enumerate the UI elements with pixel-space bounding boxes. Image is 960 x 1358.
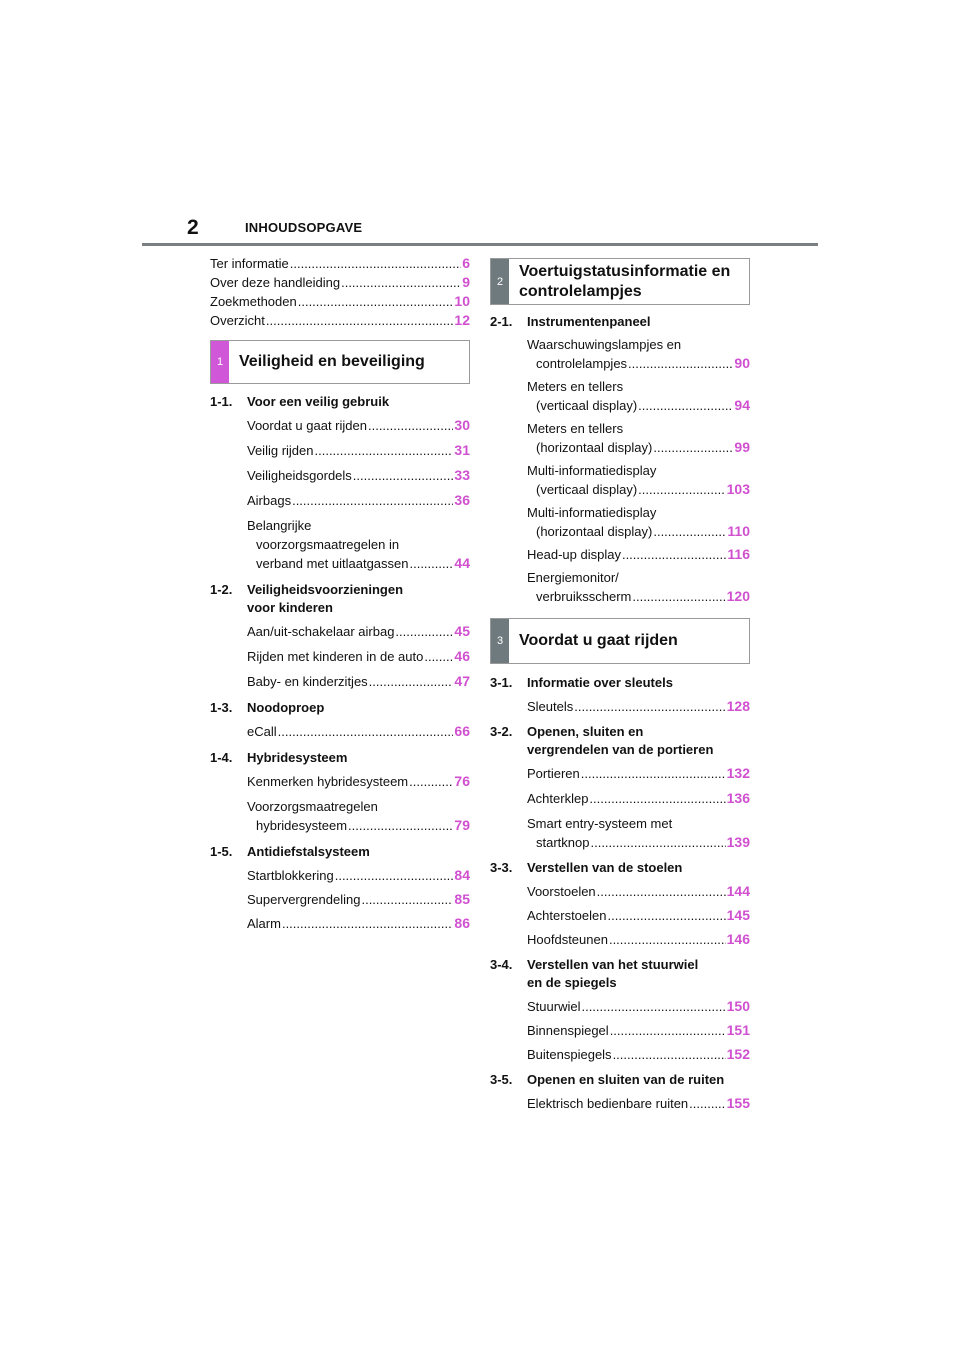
section-heading: 3-5. Openen en sluiten van de ruiten bbox=[490, 1072, 725, 1087]
toc-entry[interactable]: Achterklep ..... 136 bbox=[527, 789, 750, 808]
header-title: INHOUDSOPGAVE bbox=[245, 220, 363, 235]
toc-entry[interactable]: Alarm ..... 86 bbox=[247, 914, 470, 933]
section-heading: 2-1. Instrumentenpaneel bbox=[490, 314, 651, 329]
toc-entry[interactable]: Waarschuwingslampjes en controlelampjes ..... 90 bbox=[527, 335, 750, 373]
chapter-2-heading[interactable] bbox=[490, 258, 750, 305]
page-link[interactable]: 90 bbox=[734, 355, 750, 371]
page-link[interactable]: 116 bbox=[727, 546, 750, 562]
toc-entry[interactable]: Multi-informatiedisplay (horizontaal display) ..... 110 bbox=[527, 503, 750, 541]
section-heading: 3-4. Verstellen van het stuurwiel en de spiegels bbox=[490, 957, 699, 990]
chapter-title: Veiligheid en beveiliging bbox=[239, 353, 425, 370]
page-link[interactable]: 45 bbox=[454, 623, 470, 639]
page-link[interactable]: 85 bbox=[454, 891, 470, 907]
chapter-tab: 2 bbox=[491, 259, 509, 304]
toc-entry[interactable]: Multi-informatiedisplay (verticaal display) ..... 103 bbox=[527, 461, 750, 499]
section-heading: 1-2. Veiligheidsvoorzieningen voor kinderen bbox=[210, 582, 404, 615]
chapter-1-heading[interactable] bbox=[210, 340, 470, 384]
toc-entry[interactable]: Ter informatie ..... 6 bbox=[210, 254, 470, 273]
section-heading: 1-5. Antidiefstalsysteem bbox=[210, 844, 370, 859]
section-heading: 1-4. Hybridesysteem bbox=[210, 750, 348, 765]
page-link[interactable]: 36 bbox=[454, 492, 470, 508]
toc-entry[interactable]: Buitenspiegels ..... 152 bbox=[527, 1045, 750, 1064]
page-link[interactable]: 44 bbox=[454, 555, 470, 571]
page-link[interactable]: 46 bbox=[454, 648, 470, 664]
toc-left-column bbox=[210, 254, 470, 933]
toc-entry[interactable]: Aan/uit-schakelaar airbag ..... 45 bbox=[247, 622, 470, 641]
page-link[interactable]: 9 bbox=[462, 274, 470, 290]
toc-entry[interactable]: Veiligheidsgordels ..... 33 bbox=[247, 466, 470, 485]
toc-entry[interactable]: Voorzorgsmaatregelen hybridesysteem ..... 79 bbox=[247, 797, 470, 835]
toc-entry[interactable]: Veilig rijden ..... 31 bbox=[247, 441, 470, 460]
page-link[interactable]: 139 bbox=[726, 834, 750, 850]
page-link[interactable]: 132 bbox=[726, 765, 750, 781]
page-link[interactable]: 155 bbox=[726, 1095, 750, 1111]
toc-entry[interactable]: Supervergrendeling ..... 85 bbox=[247, 890, 470, 909]
toc-entry[interactable]: Voorstoelen ..... 144 bbox=[527, 882, 750, 901]
toc-entry[interactable]: Binnenspiegel ..... 151 bbox=[527, 1021, 750, 1040]
page-link[interactable]: 145 bbox=[726, 907, 750, 923]
page-link[interactable]: 33 bbox=[454, 467, 470, 483]
header-divider bbox=[142, 243, 818, 246]
toc-entry[interactable]: Rijden met kinderen in de auto ..... 46 bbox=[247, 647, 470, 666]
toc-entry[interactable]: Overzicht ..... 12 bbox=[210, 311, 470, 330]
toc-entry[interactable]: Portieren ..... 132 bbox=[527, 764, 750, 783]
toc-entry[interactable]: Startblokkering ..... 84 bbox=[247, 866, 470, 885]
toc-entry[interactable]: Airbags ..... 36 bbox=[247, 491, 470, 510]
toc-entry[interactable]: Zoekmethoden ..... 10 bbox=[210, 292, 470, 311]
page-link[interactable]: 86 bbox=[454, 915, 470, 931]
toc-entry[interactable]: Sleutels ..... 128 bbox=[527, 697, 750, 716]
toc-entry[interactable]: Achterstoelen ..... 145 bbox=[527, 906, 750, 925]
chapter-tab: 3 bbox=[491, 619, 509, 663]
toc-entry[interactable]: Hoofdsteunen ..... 146 bbox=[527, 930, 750, 949]
toc-entry[interactable]: eCall ..... 66 bbox=[247, 722, 470, 741]
page-link[interactable]: 103 bbox=[726, 481, 750, 497]
toc-entry[interactable]: Head-up display ..... 116 bbox=[527, 545, 750, 564]
toc-right-column bbox=[490, 258, 750, 1113]
page-link[interactable]: 146 bbox=[726, 931, 750, 947]
toc-entry[interactable]: Over deze handleiding ..... 9 bbox=[210, 273, 470, 292]
page-link[interactable]: 66 bbox=[454, 723, 470, 739]
page-link[interactable]: 30 bbox=[454, 417, 470, 433]
page-link[interactable]: 144 bbox=[726, 883, 750, 899]
chapter-title: Voordat u gaat rijden bbox=[519, 632, 678, 649]
toc-entry[interactable]: Energiemonitor/ verbruiksscherm ..... 120 bbox=[527, 568, 750, 606]
page-link[interactable]: 150 bbox=[726, 998, 750, 1014]
page-link[interactable]: 120 bbox=[726, 588, 750, 604]
page-link[interactable]: 152 bbox=[726, 1046, 750, 1062]
page-link[interactable]: 84 bbox=[454, 867, 470, 883]
page-link[interactable]: 110 bbox=[727, 523, 750, 539]
section-heading: 3-2. Openen, sluiten en vergrendelen van de portieren bbox=[490, 724, 714, 757]
section-heading: 3-1. Informatie over sleutels bbox=[490, 675, 673, 690]
page-link[interactable]: 136 bbox=[726, 790, 750, 806]
toc-entry[interactable]: Stuurwiel ..... 150 bbox=[527, 997, 750, 1016]
section-heading: 3-3. Verstellen van de stoelen bbox=[490, 860, 683, 875]
page-link[interactable]: 12 bbox=[454, 312, 470, 328]
page-link[interactable]: 6 bbox=[462, 255, 470, 271]
page-link[interactable]: 94 bbox=[734, 397, 750, 413]
toc-entry[interactable]: Voordat u gaat rijden ..... 30 bbox=[247, 416, 470, 435]
page-link[interactable]: 151 bbox=[726, 1022, 750, 1038]
page-link[interactable]: 128 bbox=[726, 698, 750, 714]
chapter-title: Voertuigstatusinformatie en controlelampjes bbox=[519, 262, 731, 300]
section-heading: 1-1. Voor een veilig gebruik bbox=[210, 394, 390, 409]
chapter-tab: 1 bbox=[211, 341, 229, 383]
page-link[interactable]: 31 bbox=[454, 442, 470, 458]
page-link[interactable]: 79 bbox=[454, 817, 470, 833]
page-link[interactable]: 10 bbox=[454, 293, 470, 309]
page-link[interactable]: 99 bbox=[734, 439, 750, 455]
chapter-3-heading[interactable] bbox=[490, 618, 750, 664]
toc-entry[interactable]: Elektrisch bedienbare ruiten ..... 155 bbox=[527, 1094, 750, 1113]
page-link[interactable]: 47 bbox=[454, 673, 470, 689]
page-link[interactable]: 76 bbox=[454, 773, 470, 789]
toc-entry[interactable]: Baby- en kinderzitjes ..... 47 bbox=[247, 672, 470, 691]
toc-entry[interactable]: Smart entry-systeem met startknop ..... 139 bbox=[527, 814, 750, 852]
toc-entry[interactable]: Kenmerken hybridesysteem ..... 76 bbox=[247, 772, 470, 791]
toc-entry[interactable]: Meters en tellers (verticaal display) ..... 94 bbox=[527, 377, 750, 415]
toc-entry[interactable]: Belangrijke voorzorgsmaatregelen in verband met uitlaatgassen ..... 44 bbox=[247, 516, 470, 573]
section-heading: 1-3. Noodoproep bbox=[210, 700, 325, 715]
toc-entry[interactable]: Meters en tellers (horizontaal display) ..... 99 bbox=[527, 419, 750, 457]
page-number: 2 bbox=[187, 216, 199, 239]
